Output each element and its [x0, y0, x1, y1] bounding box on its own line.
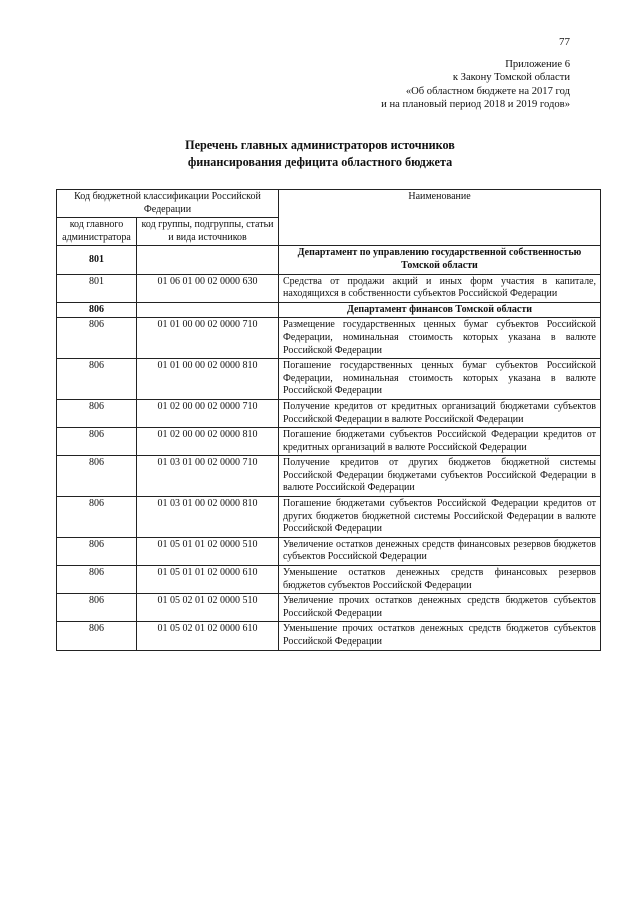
admin-code-cell: 806: [57, 302, 137, 318]
name-cell: Департамент финансов Томской области: [279, 302, 601, 318]
admin-code-cell: 806: [57, 456, 137, 497]
page-number: 77: [559, 36, 570, 48]
name-cell: Увеличение прочих остатков денежных средств бюджетов субъектов Российской Федерации: [279, 594, 601, 622]
table-row: [57, 399, 601, 427]
source-code-cell: 01 05 02 01 02 0000 510: [137, 594, 279, 622]
source-code-cell: [137, 302, 279, 318]
group-code-header: код группы, подгруппы, статьи и вида источников: [137, 218, 279, 246]
department-row: [57, 246, 601, 274]
admin-code-cell: 801: [57, 274, 137, 302]
source-code-cell: 01 05 01 01 02 0000 510: [137, 537, 279, 565]
table-row: [57, 594, 601, 622]
table-row: [57, 318, 601, 359]
table-row: [57, 428, 601, 456]
source-code-cell: 01 01 00 00 02 0000 710: [137, 318, 279, 359]
source-code-cell: 01 05 02 01 02 0000 610: [137, 622, 279, 650]
name-cell: Средства от продажи акций и иных форм участия в капитале, находящихся в собственности субъектов Российской Федерации: [279, 274, 601, 302]
name-cell: Департамент по управлению государственной собственностью Томской области: [279, 246, 601, 274]
admin-code-cell: 806: [57, 594, 137, 622]
administrators-table: [56, 189, 601, 651]
name-column-header: Наименование: [279, 190, 601, 246]
admin-code-cell: 806: [57, 318, 137, 359]
table-header-row: [57, 190, 601, 218]
table-row: [57, 537, 601, 565]
admin-code-cell: 806: [57, 359, 137, 400]
table-row: [57, 622, 601, 650]
source-code-cell: [137, 246, 279, 274]
table-row: [57, 359, 601, 400]
table-row: [57, 456, 601, 497]
name-cell: Получение кредитов от кредитных организаций бюджетами субъектов Российской Федерации в валюте Российской Федерации: [279, 399, 601, 427]
name-cell: Получение кредитов от других бюджетов бюджетной системы Российской Федерации бюджетами субъектов Российской Федерации в валюте Российской Федерации: [279, 456, 601, 497]
source-code-cell: 01 05 01 01 02 0000 610: [137, 566, 279, 594]
name-cell: Уменьшение прочих остатков денежных средств бюджетов субъектов Российской Федерации: [279, 622, 601, 650]
name-cell: Погашение бюджетами субъектов Российской Федерации кредитов от кредитных организаций в валюте Российской Федерации: [279, 428, 601, 456]
admin-code-cell: 806: [57, 399, 137, 427]
admin-code-cell: 806: [57, 497, 137, 538]
table-row: [57, 274, 601, 302]
title-line: Перечень главных администраторов источников: [185, 138, 455, 152]
table-row: [57, 497, 601, 538]
admin-code-cell: 806: [57, 537, 137, 565]
appendix-line: Приложение 6: [505, 59, 570, 70]
source-code-cell: 01 06 01 00 02 0000 630: [137, 274, 279, 302]
appendix-line: и на плановый период 2018 и 2019 годов»: [381, 99, 570, 111]
appendix-line: к Закону Томской области: [452, 72, 570, 84]
source-code-cell: 01 02 00 00 02 0000 810: [137, 428, 279, 456]
table-row: [57, 566, 601, 594]
source-code-cell: 01 02 00 00 02 0000 710: [137, 399, 279, 427]
name-cell: Увеличение остатков денежных средств финансовых резервов бюджетов субъектов Российской Федерации: [279, 537, 601, 565]
admin-code-cell: 801: [57, 246, 137, 274]
name-cell: Уменьшение остатков денежных средств финансовых резервов бюджетов субъектов Российской Федерации: [279, 566, 601, 594]
title-line: финансирования дефицита областного бюджета: [187, 155, 453, 169]
name-cell: Погашение государственных ценных бумаг субъектов Российской Федерации, номинальная стоимость которых указана в валюте Российской Федерации: [279, 359, 601, 400]
admin-code-cell: 806: [57, 622, 137, 650]
document-title: [0, 137, 640, 171]
source-code-cell: 01 03 01 00 02 0000 810: [137, 497, 279, 538]
department-row: [57, 302, 601, 318]
appendix-reference: [381, 58, 570, 112]
name-cell: Размещение государственных ценных бумаг субъектов Российской Федерации, номинальная стоимость которых указана в валюте Российской Федерации: [279, 318, 601, 359]
admin-code-header: код главного администратора: [57, 218, 137, 246]
source-code-cell: 01 01 00 00 02 0000 810: [137, 359, 279, 400]
source-code-cell: 01 03 01 00 02 0000 710: [137, 456, 279, 497]
table-body: [57, 246, 601, 650]
name-cell: Погашение бюджетами субъектов Российской Федерации кредитов от других бюджетов бюджетной системы Российской Федерации в валюте Российской Федерации: [279, 497, 601, 538]
classification-header: Код бюджетной классификации Российской Федерации: [57, 190, 279, 218]
admin-code-cell: 806: [57, 566, 137, 594]
appendix-line: «Об областном бюджете на 2017 год: [405, 85, 570, 97]
admin-code-cell: 806: [57, 428, 137, 456]
